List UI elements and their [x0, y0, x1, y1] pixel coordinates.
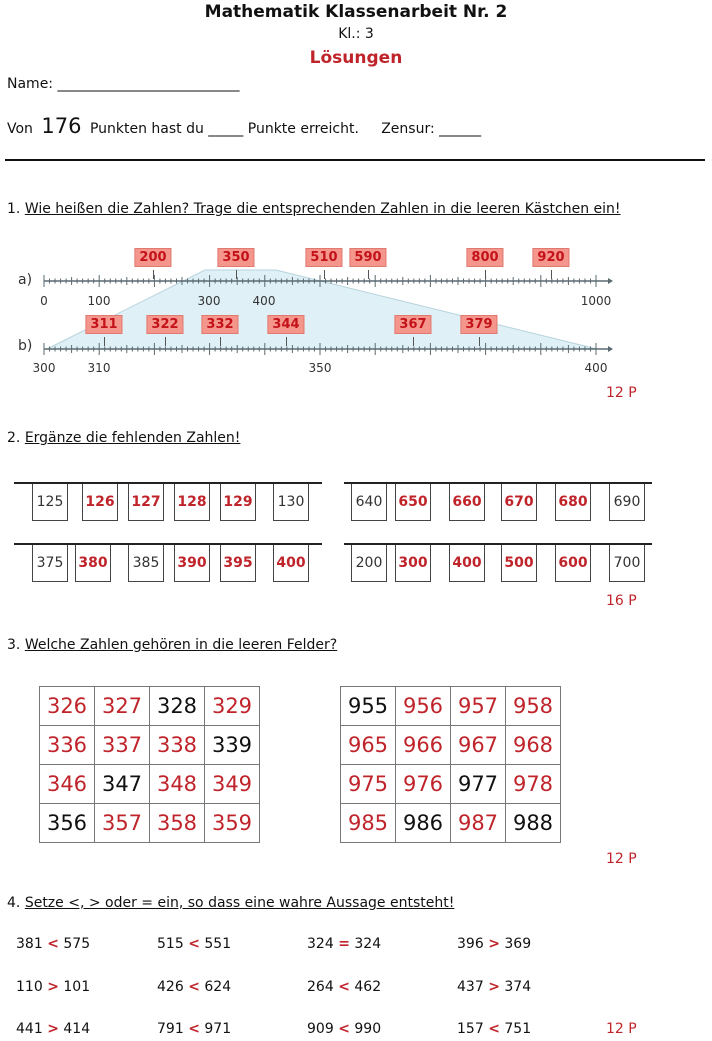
answer-cell: 336 — [40, 726, 95, 765]
right-number: 414 — [63, 1021, 91, 1037]
answer-cell: 987 — [451, 804, 506, 843]
given-number-box: 375 — [32, 545, 68, 582]
answer-cell: 976 — [396, 765, 451, 804]
given-cell: 955 — [341, 687, 396, 726]
name-field: __________________________ — [57, 76, 240, 92]
answer-cell: 346 — [40, 765, 95, 804]
answer-number-box: 660 — [449, 484, 485, 521]
comparison-item — [457, 979, 531, 995]
marker-stem — [104, 337, 105, 346]
left-number: 909 — [307, 1021, 334, 1037]
answer-box: 200 — [134, 248, 171, 267]
answer-cell: 338 — [150, 726, 205, 765]
comparison-item — [457, 1021, 531, 1037]
answer-number-box: 300 — [395, 545, 431, 582]
grade-label: Zensur: ______ — [381, 121, 482, 137]
task4-number: 4. — [7, 895, 21, 911]
right-number: 971 — [204, 1021, 232, 1037]
comparison-operator: < — [188, 1021, 200, 1037]
tick-label: 100 — [87, 294, 111, 308]
tick-label: 310 — [87, 361, 111, 375]
flag-line — [344, 543, 652, 545]
answer-cell: 327 — [95, 687, 150, 726]
marker-stem — [368, 270, 369, 279]
number-line-figure — [0, 240, 712, 380]
worksheet-title: Mathematik Klassenarbeit Nr. 2 — [204, 2, 508, 22]
grid-row — [341, 687, 561, 726]
answer-box: 322 — [146, 315, 183, 334]
task2-points: 16 P — [606, 593, 637, 609]
task3-text: Welche Zahlen gehören in die leeren Felder? — [24, 637, 338, 653]
tick-label: 300 — [197, 294, 221, 308]
answer-cell: 357 — [95, 804, 150, 843]
comparison-item — [457, 936, 531, 952]
left-number: 426 — [157, 979, 184, 995]
left-number: 381 — [16, 936, 43, 952]
comparison-operator: = — [338, 936, 350, 952]
tick-label: 1000 — [580, 294, 612, 308]
comparison-item — [157, 936, 231, 952]
given-cell: 977 — [451, 765, 506, 804]
task3-number: 3. — [7, 637, 21, 653]
grid-row — [341, 804, 561, 843]
comparison-operator: > — [488, 979, 500, 995]
answer-cell: 975 — [341, 765, 396, 804]
answer-cell: 958 — [506, 687, 561, 726]
answer-cell: 329 — [205, 687, 260, 726]
number-grid-right — [340, 686, 561, 843]
comparison-operator: < — [488, 1021, 500, 1037]
flag-line — [344, 482, 652, 484]
line-a-label: a) — [18, 272, 33, 288]
right-number: 369 — [504, 936, 532, 952]
left-number: 157 — [457, 1021, 484, 1037]
tick-label: 350 — [308, 361, 332, 375]
marker-stem — [413, 337, 414, 346]
marker-stem — [485, 270, 486, 279]
left-number: 437 — [457, 979, 484, 995]
grid-row — [40, 765, 260, 804]
answer-cell: 349 — [205, 765, 260, 804]
answer-box: 332 — [201, 315, 238, 334]
task1-text: Wie heißen die Zahlen? Trage die entsprechenden Zahlen in die leeren Kästchen ein! — [24, 201, 621, 217]
answer-cell: 348 — [150, 765, 205, 804]
task3-points: 12 P — [606, 851, 637, 867]
line-b-label: b) — [18, 338, 33, 354]
answer-number-box: 400 — [273, 545, 309, 582]
answer-box: 344 — [267, 315, 304, 334]
left-number: 791 — [157, 1021, 184, 1037]
task2-title — [7, 430, 240, 446]
answer-cell: 965 — [341, 726, 396, 765]
comparison-operator: < — [338, 1021, 350, 1037]
task4-title — [7, 895, 454, 911]
left-number: 515 — [157, 936, 184, 952]
tick-label: 0 — [40, 294, 48, 308]
right-number: 990 — [354, 1021, 382, 1037]
marker-stem — [479, 337, 480, 346]
given-cell: 986 — [396, 804, 451, 843]
comparison-item — [157, 1021, 231, 1037]
answer-number-box: 600 — [555, 545, 591, 582]
given-cell: 356 — [40, 804, 95, 843]
comparison-item — [307, 1021, 381, 1037]
answer-cell: 337 — [95, 726, 150, 765]
comparison-item — [16, 936, 90, 952]
right-number: 462 — [354, 979, 382, 995]
task3-title — [7, 637, 337, 653]
left-number: 324 — [307, 936, 334, 952]
answer-number-box: 670 — [501, 484, 537, 521]
answer-box: 510 — [305, 248, 342, 267]
tick-label: 400 — [252, 294, 276, 308]
answer-number-box: 380 — [75, 545, 111, 582]
right-number: 575 — [63, 936, 91, 952]
task1-title — [7, 201, 621, 217]
score-total: 176 — [41, 114, 82, 138]
comparison-item — [307, 936, 381, 952]
given-number-box: 385 — [128, 545, 164, 582]
given-cell: 347 — [95, 765, 150, 804]
answer-cell: 978 — [506, 765, 561, 804]
answer-number-box: 129 — [220, 484, 256, 521]
answer-cell: 966 — [396, 726, 451, 765]
grid-row — [341, 765, 561, 804]
given-number-box: 125 — [32, 484, 68, 521]
comparison-operator: < — [47, 936, 59, 952]
answer-cell: 967 — [451, 726, 506, 765]
grid-row — [341, 726, 561, 765]
comparison-operator: > — [47, 979, 59, 995]
answer-cell: 968 — [506, 726, 561, 765]
left-number: 396 — [457, 936, 484, 952]
right-number: 374 — [504, 979, 532, 995]
grid-row — [40, 687, 260, 726]
comparison-operator: < — [188, 936, 200, 952]
answer-number-box: 400 — [449, 545, 485, 582]
answer-number-box: 500 — [501, 545, 537, 582]
comparison-operator: < — [338, 979, 350, 995]
answer-cell: 956 — [396, 687, 451, 726]
answer-number-box: 680 — [555, 484, 591, 521]
name-row — [7, 76, 239, 92]
left-number: 441 — [16, 1021, 43, 1037]
answer-box: 350 — [217, 248, 254, 267]
task4-points: 12 P — [606, 1021, 637, 1037]
given-cell: 339 — [205, 726, 260, 765]
given-cell: 988 — [506, 804, 561, 843]
comparison-item — [16, 979, 90, 995]
tick-label: 300 — [32, 361, 56, 375]
task1-points: 12 P — [606, 385, 637, 401]
marker-stem — [324, 270, 325, 279]
grid-row — [40, 804, 260, 843]
task1-number: 1. — [7, 201, 21, 217]
comparison-item — [307, 979, 381, 995]
marker-stem — [165, 337, 166, 346]
given-cell: 328 — [150, 687, 205, 726]
marker-stem — [220, 337, 221, 346]
comparison-operator: < — [188, 979, 200, 995]
marker-stem — [551, 270, 552, 279]
answer-number-box: 128 — [174, 484, 210, 521]
comparison-operator: > — [488, 936, 500, 952]
answer-box: 800 — [466, 248, 503, 267]
solutions-heading: Lösungen — [309, 48, 403, 68]
left-number: 264 — [307, 979, 334, 995]
comparison-item — [16, 1021, 90, 1037]
score-middle: Punkten hast du _____ Punkte erreicht. — [89, 121, 359, 137]
answer-cell: 985 — [341, 804, 396, 843]
marker-stem — [153, 270, 154, 279]
right-number: 324 — [354, 936, 382, 952]
zoom-region — [47, 270, 597, 349]
task4-text: Setze <, > oder = ein, so dass eine wahre Aussage entsteht! — [24, 895, 455, 911]
answer-cell: 358 — [150, 804, 205, 843]
answer-box: 367 — [394, 315, 431, 334]
number-grid-left — [39, 686, 260, 843]
name-label: Name: — [7, 76, 54, 92]
score-row — [7, 114, 481, 138]
answer-number-box: 390 — [174, 545, 210, 582]
answer-box: 311 — [85, 315, 122, 334]
right-number: 551 — [204, 936, 232, 952]
grid-row — [40, 726, 260, 765]
given-number-box: 640 — [351, 484, 387, 521]
given-number-box: 690 — [609, 484, 645, 521]
right-number: 624 — [204, 979, 232, 995]
answer-number-box: 126 — [82, 484, 118, 521]
marker-stem — [236, 270, 237, 279]
task2-text: Ergänze die fehlenden Zahlen! — [24, 430, 241, 446]
class-label: Kl.: 3 — [338, 26, 374, 42]
given-number-box: 700 — [609, 545, 645, 582]
answer-box: 590 — [349, 248, 386, 267]
left-number: 110 — [16, 979, 43, 995]
tick-label: 400 — [584, 361, 608, 375]
given-number-box: 200 — [351, 545, 387, 582]
right-number: 101 — [63, 979, 91, 995]
task2-number: 2. — [7, 430, 21, 446]
score-prefix: Von — [7, 121, 33, 137]
answer-number-box: 650 — [395, 484, 431, 521]
header-divider — [5, 159, 705, 161]
answer-number-box: 395 — [220, 545, 256, 582]
comparison-operator: > — [47, 1021, 59, 1037]
comparison-item — [157, 979, 231, 995]
answer-cell: 326 — [40, 687, 95, 726]
given-number-box: 130 — [273, 484, 309, 521]
right-number: 751 — [504, 1021, 532, 1037]
answer-number-box: 127 — [128, 484, 164, 521]
answer-box: 920 — [532, 248, 569, 267]
marker-stem — [286, 337, 287, 346]
answer-cell: 359 — [205, 804, 260, 843]
answer-box: 379 — [460, 315, 497, 334]
answer-cell: 957 — [451, 687, 506, 726]
